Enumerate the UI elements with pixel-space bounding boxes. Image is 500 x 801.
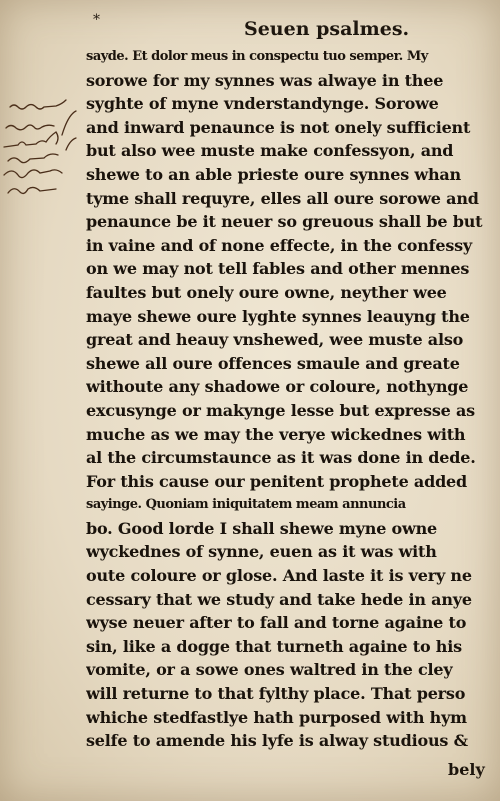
text-column — [86, 45, 486, 753]
text-line: and inward penaunce is not onely sufficient — [86, 117, 471, 137]
text-line: muche as we may the verye wickednes with — [86, 424, 466, 444]
text-line: in vaine and of none effecte, in the confessy — [86, 235, 473, 255]
text-line: cessary that we study and take hede in anye — [86, 589, 472, 609]
text-line: shewe to an able prieste oure synnes whan — [86, 164, 461, 184]
text-line: great and heauy vnshewed, wee muste also — [86, 330, 464, 350]
text-line: sayinge. Quoniam iniquitatem meam annuncia — [86, 497, 406, 513]
text-line: sorowe for my synnes was alwaye in thee — [86, 70, 444, 90]
handwritten-annotation-icon — [0, 95, 82, 225]
text-line: wyse neuer after to fall and torne againe to — [86, 613, 467, 633]
text-line: sayde. Et dolor meus in conspectu tuo semper. My — [86, 49, 428, 64]
text-line: withoute any shadowe or coloure, nothynge — [86, 377, 469, 397]
text-line: tyme shall requyre, elles all oure sorowe and — [86, 188, 479, 208]
text-line: oute coloure or glose. And laste it is very ne — [86, 566, 472, 586]
text-line: bo. Good lorde I shall shewe myne owne — [86, 518, 438, 538]
text-line: shewe all oure offences smaule and greate — [86, 353, 460, 373]
text-line: faultes but onely oure owne, neyther wee — [86, 282, 447, 302]
text-line: For this cause our penitent prophete added — [86, 471, 468, 491]
text-line: syghte of myne vnderstandynge. Sorowe — [86, 94, 439, 114]
text-line: but also wee muste make confessyon, and — [86, 141, 454, 161]
text-line: wyckednes of synne, euen as it was with — [86, 542, 437, 562]
printer-mark: * — [93, 12, 100, 28]
text-line: al the circumstaunce as it was done in dede. — [86, 448, 476, 468]
text-line: will returne to that fylthy place. That perso — [86, 684, 466, 704]
marginal-handwriting — [0, 95, 82, 225]
text-line: selfe to amende his lyfe is alway studious & — [86, 731, 468, 751]
text-line: sin, like a dogge that turneth againe to his — [86, 636, 462, 656]
text-line: on we may not tell fables and other mennes — [86, 259, 470, 279]
running-head: Seuen psalmes. — [244, 18, 410, 40]
catchword: bely — [448, 760, 485, 779]
text-line: whiche stedfastlye hath purposed with hym — [86, 707, 467, 727]
text-line: vomite, or a sowe ones waltred in the cley — [86, 660, 453, 680]
text-line: maye shewe oure lyghte synnes leauyng the — [86, 306, 470, 326]
text-line: penaunce be it neuer so greuous shall be but — [86, 212, 483, 232]
text-line: excusynge or makynge lesse but expresse as — [86, 400, 475, 420]
